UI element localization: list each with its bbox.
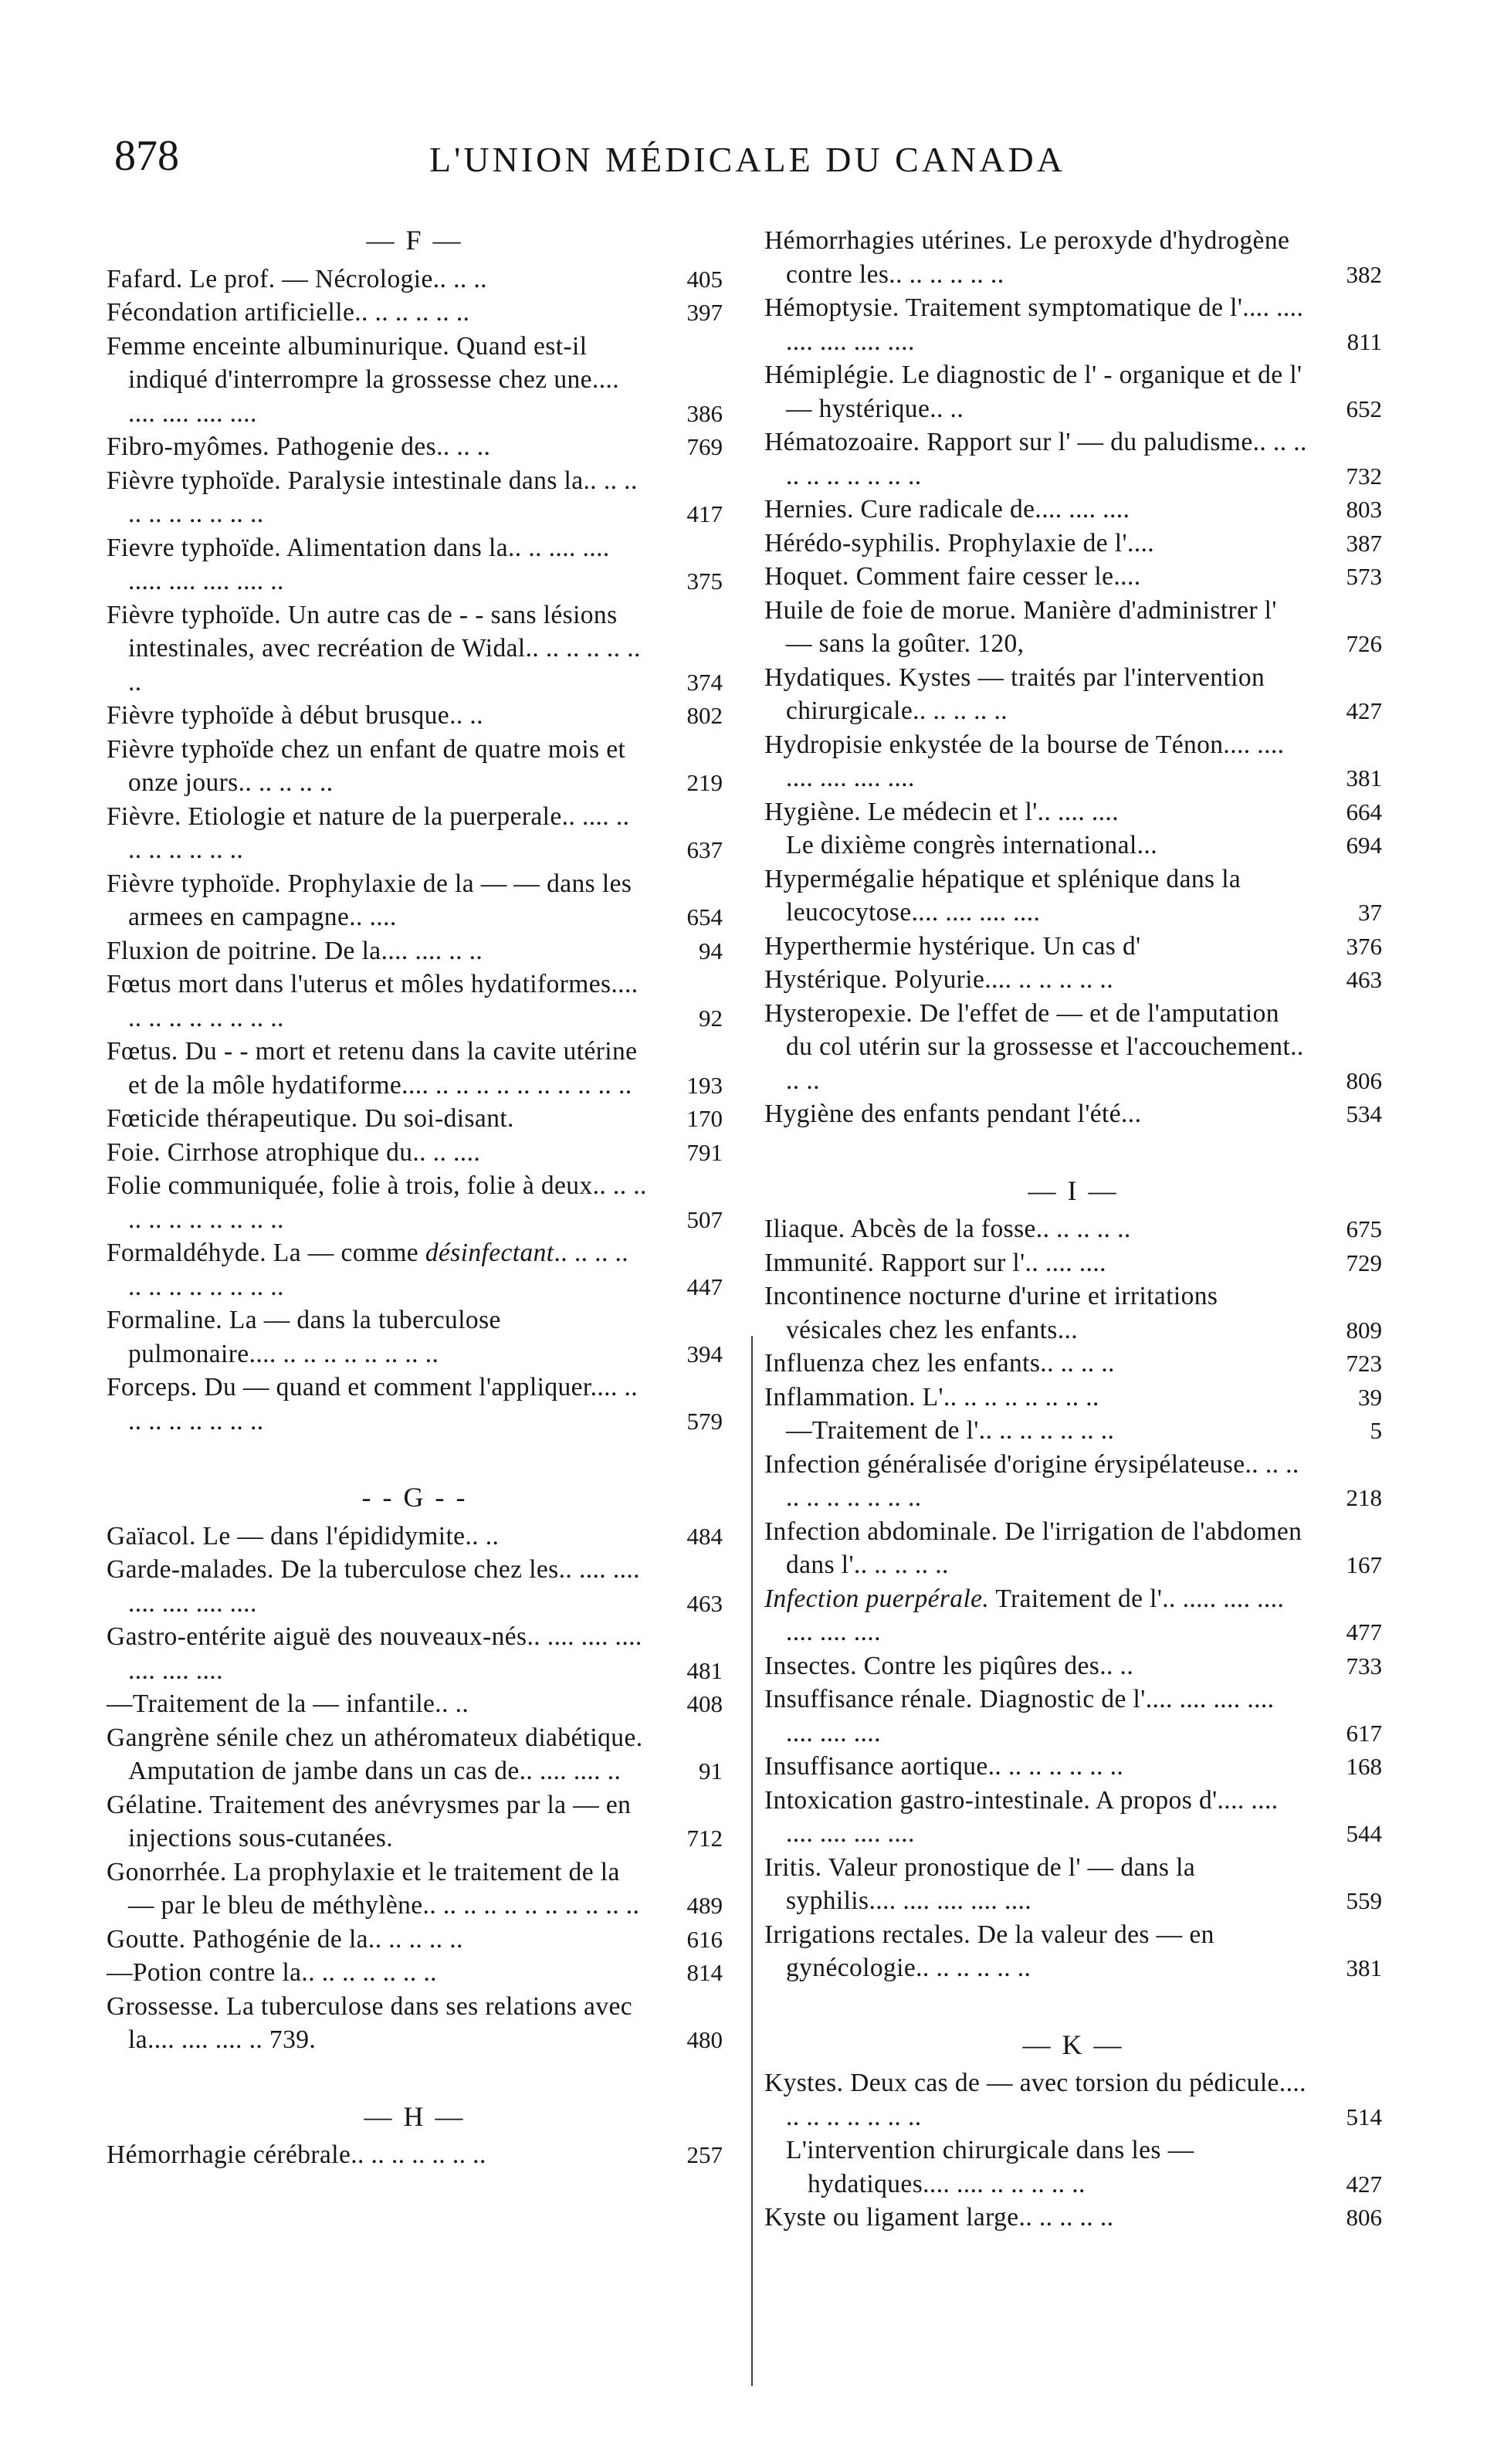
entry-text: —Traitement de la — infantile.. ..	[107, 1690, 469, 1718]
index-entry	[107, 296, 723, 330]
entry-text: Hématozoaire. Rapport sur l' — du paludisme.. .. .. .. .. .. .. .. .. ..	[764, 428, 1307, 490]
italic-phrase: Infection puerpérale.	[764, 1584, 990, 1613]
entry-page-number: 573	[1346, 563, 1382, 590]
entry-text: Garde-malades. De la tuberculose chez les.. .... .... .... .... .... ....	[107, 1555, 640, 1618]
index-entry	[764, 997, 1382, 1098]
index-entry	[764, 1683, 1382, 1750]
index-entry	[764, 930, 1382, 964]
entry-page-number: 168	[1346, 1753, 1382, 1780]
index-entry	[764, 2201, 1382, 2235]
index-entry	[764, 291, 1382, 358]
index-entry	[107, 330, 723, 431]
running-head: L'UNION MÉDICALE DU CANADA	[429, 140, 1065, 179]
column-rule	[751, 1336, 753, 2386]
entry-text: Fievre typhoïde. Alimentation dans la.. .. .... .... ..... .... .... .... ..	[107, 533, 610, 595]
section-spacer	[107, 2057, 723, 2100]
index-entry	[764, 1414, 1382, 1448]
index-entry	[107, 1856, 723, 1923]
entry-text: Huile de foie de morue. Manière d'administrer l' — sans la goûter. 120,	[764, 595, 1277, 658]
entry-page-number: 544	[1346, 1820, 1382, 1847]
index-entry	[764, 1784, 1382, 1851]
entry-page-number: 5	[1370, 1417, 1382, 1444]
index-entry	[764, 594, 1382, 661]
entry-page-number: 417	[686, 500, 723, 527]
index-entry	[764, 1582, 1382, 1649]
entry-text: Fièvre. Etiologie et nature de la puerperale.. .... .. .. .. .. .. .. ..	[107, 802, 630, 864]
entry-text: Hypermégalie hépatique et splénique dans la leucocytose.... .... .... ....	[764, 864, 1241, 927]
entry-page-number: 664	[1346, 798, 1382, 825]
entry-text: Insectes. Contre les piqûres des.. ..	[764, 1651, 1134, 1680]
entry-page-number: 481	[686, 1656, 723, 1684]
entry-page-number: 463	[1346, 966, 1382, 993]
section-letter-heading: — I —	[1028, 1174, 1119, 1206]
index-entry	[107, 1553, 723, 1620]
entry-page-number: 381	[1346, 764, 1382, 791]
entry-page-number: 806	[1346, 1066, 1382, 1094]
index-entry	[764, 863, 1382, 930]
index-entry	[107, 1136, 723, 1170]
index-entry	[107, 1788, 723, 1856]
entry-page-number: 484	[686, 1522, 723, 1550]
entry-page-number: 806	[1346, 2204, 1382, 2231]
entry-text: Folie communiquée, folie à trois, folie à deux.. .. .. .. .. .. .. .. .. .. ..	[107, 1171, 647, 1234]
index-entry	[764, 1649, 1382, 1683]
entry-text: Insuffisance aortique.. .. .. .. .. .. ..	[764, 1752, 1124, 1781]
index-entry	[107, 430, 723, 464]
section-letter-heading: - - G - -	[361, 1482, 468, 1513]
entry-text: Hoquet. Comment faire cesser le....	[764, 562, 1141, 591]
entry-text: Goutte. Pathogénie de la.. .. .. .. ..	[107, 1924, 463, 1954]
entry-page-number: 694	[1346, 832, 1382, 859]
index-entry	[107, 1303, 723, 1371]
index-entry	[764, 1246, 1382, 1280]
entry-text: Hygiène des enfants pendant l'été...	[764, 1100, 1142, 1128]
index-entry	[764, 1851, 1382, 1918]
entry-page-number: 37	[1358, 899, 1382, 926]
entry-text: Iliaque. Abcès de la fosse.. .. .. .. ..	[764, 1215, 1131, 1243]
index-entry	[107, 1371, 723, 1438]
index-entry	[107, 263, 723, 297]
index-entry	[107, 800, 723, 867]
entry-text: Fièvre typhoïde chez un enfant de quatre mois et onze jours.. .. .. .. ..	[107, 734, 626, 797]
entry-text: Fièvre typhoïde. Un autre cas de - - sans lésions intestinales, avec recréation de Widal.. .. .. .. .. .. ..	[107, 600, 641, 696]
index-entry	[764, 829, 1382, 863]
index-entry	[107, 1520, 723, 1554]
entry-text: Fœticide thérapeutique. Du soi-disant.	[107, 1104, 514, 1133]
entry-page-number: 733	[1346, 1652, 1382, 1679]
entry-text: —Potion contre la.. .. .. .. .. .. ..	[107, 1958, 437, 1987]
entry-page-number: 729	[1346, 1249, 1382, 1276]
entry-text: Gélatine. Traitement des anévrysmes par la — en injections sous-cutanées.	[107, 1790, 632, 1852]
entry-text: Infection généralisée d'origine érysipélateuse.. .. .. .. .. .. .. .. .. ..	[764, 1449, 1299, 1512]
entry-text: Gastro-entérite aiguë des nouveaux-nés.. .... .... .... .... .... ....	[107, 1622, 642, 1685]
entry-page-number: 386	[686, 399, 723, 427]
entry-text: Fœtus mort dans l'uterus et môles hydatiformes.... .. .. .. .. .. .. .. ..	[107, 970, 639, 1032]
entry-page-number: 92	[699, 1004, 723, 1032]
entry-page-number: 617	[1346, 1719, 1382, 1747]
index-entry	[107, 531, 723, 598]
entry-text: Hydropisie enkystée de la bourse de Ténon.... .... .... .... .... ....	[764, 730, 1285, 792]
index-entry	[764, 1279, 1382, 1347]
index-entry	[764, 1347, 1382, 1381]
entry-text: Hysteropexie. De l'effet de — et de l'amputation du col utérin sur la grossesse et l'accouchement.. .. ..	[764, 998, 1304, 1095]
entry-text: Incontinence nocturne d'urine et irritations vésicales chez les enfants...	[764, 1282, 1218, 1344]
index-entry	[107, 1956, 723, 1990]
index-entry	[764, 1212, 1382, 1246]
entry-text: Intoxication gastro-intestinale. A propos d'.... .... .... .... .... ....	[764, 1785, 1279, 1848]
entry-page-number: 637	[686, 836, 723, 863]
entry-page-number: 675	[1346, 1215, 1382, 1242]
entry-text: Hérédo-syphilis. Prophylaxie de l'....	[764, 528, 1155, 558]
index-entry	[764, 963, 1382, 997]
entry-text: Gaïacol. Le — dans l'épididymite.. ..	[107, 1521, 500, 1551]
index-entry	[764, 1097, 1382, 1131]
index-entry	[764, 224, 1382, 291]
index-entry	[107, 1687, 723, 1721]
index-entry	[107, 464, 723, 531]
entry-page-number: 814	[686, 1959, 723, 1986]
entry-page-number: 514	[1346, 2103, 1382, 2130]
entry-text: Le dixième congrès international...	[786, 831, 1157, 859]
index-entry	[764, 728, 1382, 795]
entry-page-number: 218	[1346, 1484, 1382, 1511]
index-entry	[107, 1035, 723, 1102]
entry-page-number: 732	[1346, 462, 1382, 490]
index-column-left	[107, 224, 723, 2172]
index-entry	[107, 867, 723, 934]
index-entry	[107, 968, 723, 1035]
index-entry	[107, 2138, 723, 2172]
entry-text: Infection puerpérale. Traitement de l'.. ..... .... .... .... .... ....	[764, 1584, 1285, 1646]
index-entry	[764, 1381, 1382, 1415]
entry-page-number: 507	[686, 1205, 723, 1233]
entry-page-number: 791	[686, 1138, 723, 1166]
entry-text: Femme enceinte albuminurique. Quand est-il indiqué d'interrompre la grossesse chez une.... .... .... .... ....	[107, 331, 620, 428]
entry-page-number: 811	[1346, 327, 1382, 355]
entry-text: Forceps. Du — quand et comment l'appliquer.... .. .. .. .. .. .. .. ..	[107, 1373, 639, 1435]
index-entry	[764, 2066, 1382, 2134]
entry-text: Formaline. La — dans la tuberculose pulmonaire.... .. .. .. .. .. .. .. ..	[107, 1306, 501, 1368]
entry-page-number: 652	[1346, 395, 1382, 422]
section-spacer	[107, 1438, 723, 1481]
entry-text: Fibro-myômes. Pathogenie des.. .. ..	[107, 432, 491, 461]
index-entry	[764, 1448, 1382, 1515]
entry-page-number: 463	[686, 1589, 723, 1617]
entry-text: Fafard. Le prof. — Nécrologie.. .. ..	[107, 264, 487, 293]
entry-page-number: 381	[1346, 1954, 1382, 1981]
index-entry	[764, 1750, 1382, 1784]
index-entry	[107, 699, 723, 733]
entry-text: Hémiplégie. Le diagnostic de l' - organique et de l' — hystérique.. ..	[764, 361, 1302, 423]
entry-page-number: 387	[1346, 529, 1382, 557]
index-entry	[764, 493, 1382, 527]
index-entry	[107, 1990, 723, 2057]
page-number: 878	[114, 132, 179, 180]
index-entry	[764, 2134, 1382, 2201]
entry-page-number: 480	[686, 2026, 723, 2053]
entry-page-number: 219	[686, 769, 723, 796]
section-spacer	[764, 1131, 1382, 1174]
entry-text: —Traitement de l'.. .. .. .. .. .. ..	[786, 1416, 1115, 1445]
entry-page-number: 427	[1346, 697, 1382, 724]
index-entry	[764, 560, 1382, 594]
entry-text: Fièvre typhoïde à début brusque.. ..	[107, 701, 483, 730]
entry-text: Foie. Cirrhose atrophique du.. .. ....	[107, 1137, 481, 1167]
italic-phrase: désinfectant	[425, 1239, 554, 1267]
entry-text: Insuffisance rénale. Diagnostic de l'.... .... .... .... .... .... ....	[764, 1685, 1275, 1747]
entry-text: Irrigations rectales. De la valeur des — en gynécologie.. .. .. .. .. ..	[764, 1920, 1214, 1982]
entry-page-number: 579	[686, 1407, 723, 1435]
entry-text: Kystes. Deux cas de — avec torsion du pédicule.... .. .. .. .. .. .. ..	[764, 2069, 1306, 2131]
entry-text: Formaldéhyde. La — comme désinfectant.. .. .. .. .. .. .. .. .. .. .. ..	[107, 1239, 629, 1301]
entry-text: Hernies. Cure radicale de.... .... ....	[764, 495, 1130, 524]
index-entry	[764, 425, 1382, 493]
index-entry	[764, 795, 1382, 829]
entry-text: Immunité. Rapport sur l'.. .... ....	[764, 1248, 1106, 1277]
entry-text: Fécondation artificielle.. .. .. .. .. ..	[107, 298, 470, 327]
entry-page-number: 723	[1346, 1350, 1382, 1377]
entry-page-number: 447	[686, 1273, 723, 1300]
entry-text: Hémorrhagies utérines. Le peroxyde d'hydrogène contre les.. .. .. .. .. ..	[764, 226, 1290, 289]
index-entry	[764, 1515, 1382, 1582]
entry-text: L'intervention chirurgicale dans les — hydatiques.... .... .. .. .. .. ..	[786, 2136, 1194, 2198]
index-entry	[764, 661, 1382, 728]
entry-page-number: 726	[1346, 630, 1382, 657]
index-entry	[764, 1918, 1382, 1985]
entry-text: Hygiène. Le médecin et l'.. .... ....	[764, 797, 1119, 826]
entry-page-number: 534	[1346, 1100, 1382, 1127]
index-entry	[107, 934, 723, 968]
entry-page-number: 394	[686, 1340, 723, 1368]
entry-page-number: 809	[1346, 1316, 1382, 1344]
entry-page-number: 489	[686, 1892, 723, 1919]
entry-text: Gonorrhée. La prophylaxie et le traitement de la — par le bleu de méthylène.. .. .. .. .. .. .. .. .. .. ..	[107, 1857, 640, 1920]
section-spacer	[764, 1985, 1382, 2028]
entry-page-number: 375	[686, 568, 723, 595]
entry-page-number: 559	[1346, 1887, 1382, 1914]
entry-page-number: 397	[686, 299, 723, 326]
index-entry	[107, 1169, 723, 1236]
entry-text: Kyste ou ligament large.. .. .. .. ..	[764, 2203, 1114, 2232]
entry-text: Hyperthermie hystérique. Un cas d'	[764, 931, 1141, 961]
entry-text: Hystérique. Polyurie.... .. .. .. .. ..	[764, 965, 1113, 994]
index-entry	[107, 1102, 723, 1136]
entry-page-number: 91	[699, 1757, 723, 1784]
index-column-right	[764, 224, 1382, 2235]
entry-page-number: 803	[1346, 496, 1382, 523]
entry-page-number: 170	[686, 1105, 723, 1132]
index-entry	[107, 1620, 723, 1687]
entry-text: Fœtus. Du - - mort et retenu dans la cavite utérine et de la môle hydatiforme.... .. .. .. .. .. .. .. .. .. ..	[107, 1037, 638, 1100]
entry-text: Iritis. Valeur pronostique de l' — dans la syphilis.... .... .... .... ....	[764, 1852, 1196, 1915]
entry-page-number: 382	[1346, 260, 1382, 288]
section-letter-heading: — H —	[364, 2100, 466, 2132]
entry-page-number: 802	[686, 702, 723, 729]
entry-text: Influenza chez les enfants.. .. .. ..	[764, 1349, 1115, 1378]
entry-text: Fièvre typhoïde. Paralysie intestinale dans la.. .. .. .. .. .. .. .. .. ..	[107, 466, 638, 528]
entry-text: Gangrène sénile chez un athéromateux diabétique. Amputation de jambe dans un cas de.. .... .... ..	[107, 1723, 643, 1785]
entry-text: Hémoptysie. Traitement symptomatique de l'.... .... .... .... .... ....	[764, 293, 1304, 356]
entry-page-number: 376	[1346, 932, 1382, 960]
entry-text: Hydatiques. Kystes — traités par l'intervention chirurgicale.. .. .. .. ..	[764, 663, 1265, 725]
index-entry	[107, 733, 723, 800]
entry-text: Infection abdominale. De l'irrigation de l'abdomen dans l'.. .. .. .. ..	[764, 1517, 1302, 1579]
entry-page-number: 39	[1358, 1383, 1382, 1411]
section-letter-heading: — K —	[1022, 2028, 1124, 2060]
entry-text: Inflammation. L'.. .. .. .. .. .. .. ..	[764, 1382, 1099, 1412]
entry-text: Grossesse. La tuberculose dans ses relations avec la.... .... .... .. 739.	[107, 1991, 633, 2054]
entry-page-number: 405	[686, 265, 723, 293]
index-entry	[764, 358, 1382, 425]
entry-page-number: 769	[686, 433, 723, 460]
entry-page-number: 408	[686, 1690, 723, 1717]
entry-page-number: 427	[1346, 2170, 1382, 2198]
entry-page-number: 712	[686, 1825, 723, 1852]
entry-text: Fièvre typhoïde. Prophylaxie de la — — dans les armees en campagne.. ....	[107, 869, 632, 931]
entry-page-number: 374	[686, 668, 723, 696]
entry-text: Fluxion de poitrine. De la.... .... .. ..	[107, 936, 483, 965]
entry-page-number: 616	[686, 1925, 723, 1953]
section-letter-heading: — F —	[366, 225, 463, 256]
index-entry	[107, 1236, 723, 1303]
entry-page-number: 477	[1346, 1618, 1382, 1645]
index-entry	[107, 1923, 723, 1957]
entry-page-number: 167	[1346, 1551, 1382, 1578]
entry-page-number: 193	[686, 1071, 723, 1099]
index-entry	[764, 527, 1382, 561]
index-entry	[107, 1721, 723, 1788]
entry-page-number: 654	[686, 903, 723, 930]
entry-text: Hémorrhagie cérébrale.. .. .. .. .. .. ..	[107, 2140, 486, 2169]
entry-page-number: 94	[699, 937, 723, 964]
entry-page-number: 257	[686, 2141, 723, 2168]
index-entry	[107, 598, 723, 700]
